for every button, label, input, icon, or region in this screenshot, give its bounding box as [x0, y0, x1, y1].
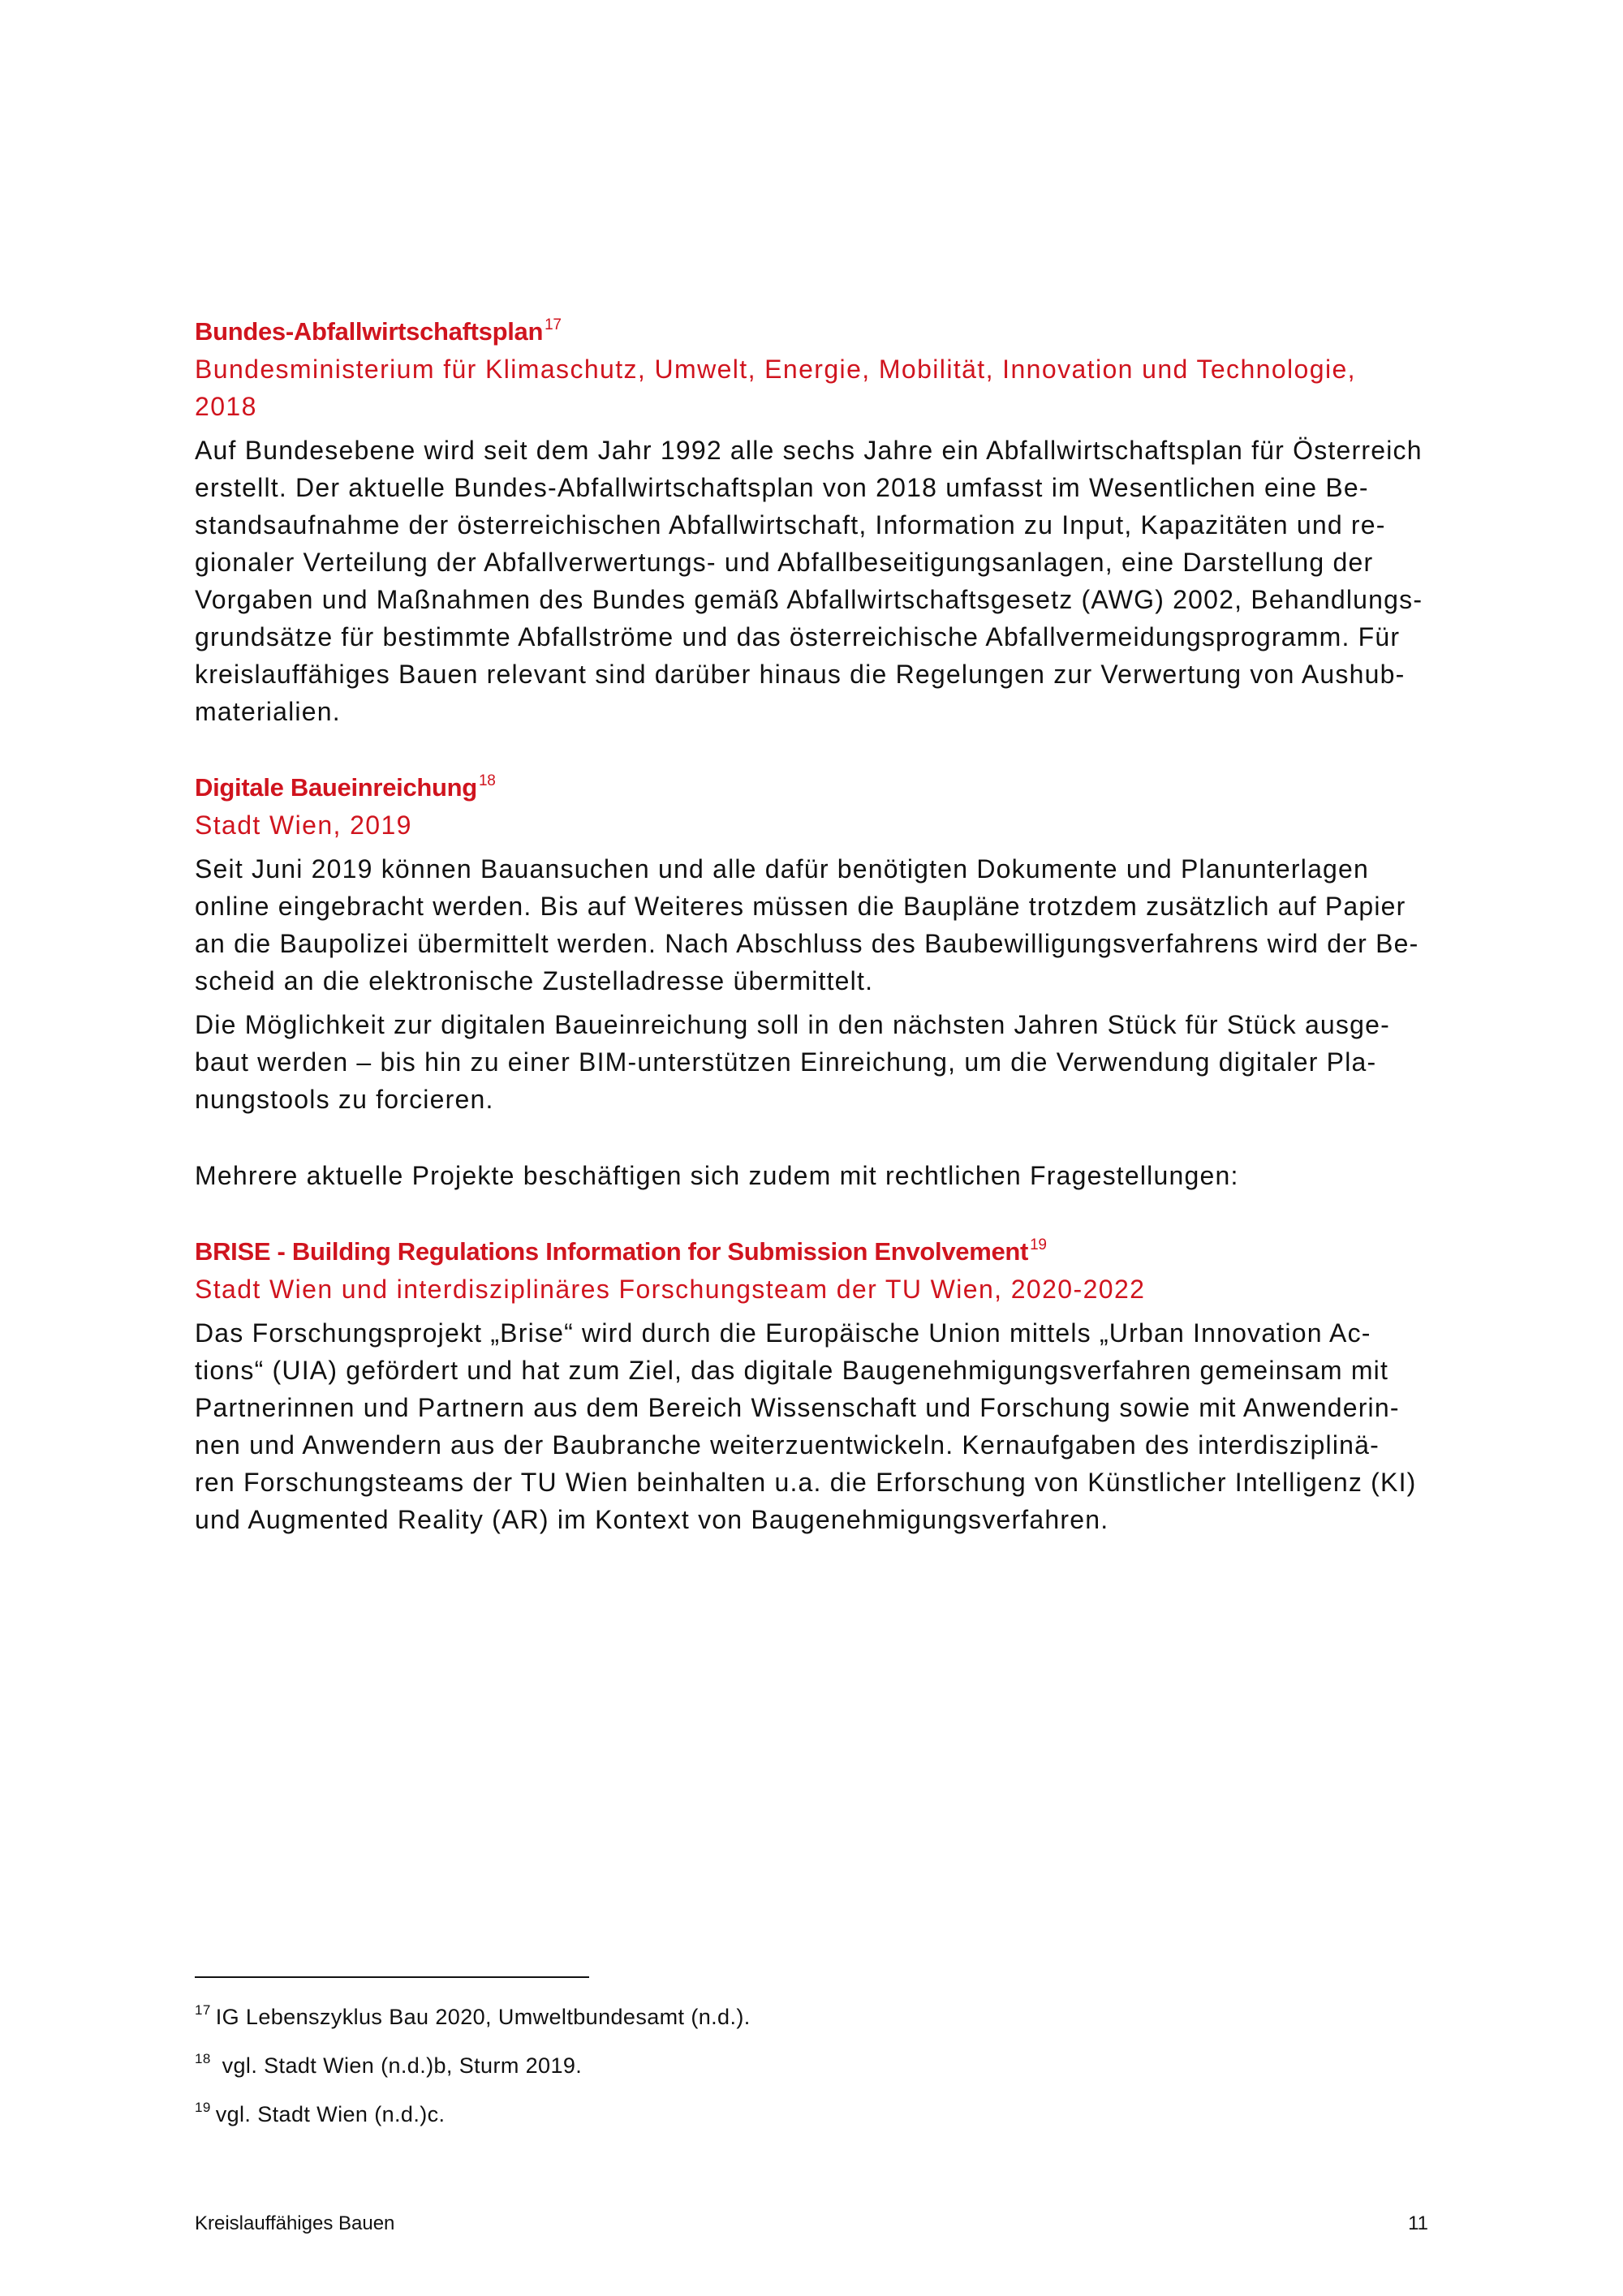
section-source: Bundesministerium für Klimaschutz, Umwelt, Energie, Mobilität, Innovation und Technologie, 2018: [195, 355, 1356, 421]
footnote-divider: [195, 1976, 589, 1978]
section-paragraph: Seit Juni 2019 können Bauansuchen und alle dafür benötigten Dokumente und Planunterlagen online eingebracht werden. Bis auf Weiteres müssen die Baupläne trotzdem zusätzlich auf Papier an die Baupolizei übermittelt werden. Nach Abschluss des Baubewilligungsverfahrens wird der Be- scheid an die elektronische Zustelladresse übermittelt.: [195, 854, 1419, 995]
footnotes: [195, 1989, 1444, 2135]
page-footer: [195, 2212, 1428, 2236]
footnote-ref: 19: [1030, 1236, 1047, 1253]
section-source: Stadt Wien und interdisziplinäres Forschungsteam der TU Wien, 2020-2022: [195, 1275, 1146, 1304]
section-digitale-baueinreichung: [195, 763, 1444, 1118]
main-content: [195, 307, 1444, 1538]
footnote-19: $^{19}$ vgl. Stadt Wien (n.d.)c.: [195, 2100, 446, 2126]
section-paragraph: Auf Bundesebene wird seit dem Jahr 1992 alle sechs Jahre ein Abfallwirtschaftsplan für Österreich erstellt. Der aktuelle Bundes-Abfallwirtschaftsplan von 2018 umfasst im Wesentlichen eine Be- standsaufnahme der österreichischen Abfallwirtschaft, Information zu Input, Kapazitäten und re- gionaler Verteilung der Abfallverwertungs- und Abfallbeseitigungsanlagen, eine Darstellung der Vorgaben und Maßnahmen des Bundes gemäß Abfallwirtschaftsgesetz (AWG) 2002, Behandlungs- grundsätze für bestimmte Abfallströme und das österreichische Abfallvermeidungsprogramm. Für kreislauffähiges Bauen relevant sind darüber hinaus die Regelungen zur Verwertung von Aushub- materialien.: [195, 436, 1423, 726]
section-abfallwirtschaftsplan: [195, 307, 1444, 730]
section-title: Bundes-Abfallwirtschaftsplan $^{17}$: [195, 316, 562, 346]
footnote-ref: 17: [545, 316, 562, 333]
footnote-18: $^{18}$ vgl. Stadt Wien (n.d.)b, Sturm 2019.: [195, 2051, 583, 2078]
section-paragraph: Das Forschungsprojekt „Brise“ wird durch die Europäische Union mittels „Urban Innovation Ac- tions“ (UIA) gefördert und hat zum Ziel, das digitale Baugenehmigungsverfahren gemeinsam mit Partnerinnen und Partnern aus dem Bereich Wissenschaft und Forschung sowie mit Anwenderin- nen und Anwendern aus der Baubranche weiterzuentwickeln. Kernaufgaben des interdisziplinä- ren Forschungsteams der TU Wien beinhalten u.a. die Erforschung von Künstlicher Intelligenz (KI) und Augmented Reality (AR) im Kontext von Baugenehmigungsverfahren.: [195, 1318, 1417, 1534]
section-brise: [195, 1227, 1444, 1538]
section-paragraph: Die Möglichkeit zur digitalen Baueinreichung soll in den nächsten Jahren Stück für Stück ausge- baut werden – bis hin zu einer BIM-unterstützen Einreichung, um die Verwendung digitaler Pla- nungstools zu forcieren.: [195, 1010, 1390, 1114]
intro-paragraph: Mehrere aktuelle Projekte beschäftigen sich zudem mit rechtlichen Fragestellungen:: [195, 1161, 1239, 1190]
footnote-17: $^{17}$ IG Lebenszyklus Bau 2020, Umweltbundesamt (n.d.).: [195, 2002, 751, 2029]
section-source: Stadt Wien, 2019: [195, 810, 412, 840]
page-number: 11: [1408, 2212, 1428, 2234]
footer-title: Kreislauffähiges Bauen: [195, 2212, 395, 2234]
section-title: BRISE - Building Regulations Information for Submission Envolvement $^{19}$: [195, 1236, 1047, 1266]
section-title: Digitale Baueinreichung $^{18}$: [195, 772, 496, 802]
footnote-ref: 18: [478, 772, 496, 789]
